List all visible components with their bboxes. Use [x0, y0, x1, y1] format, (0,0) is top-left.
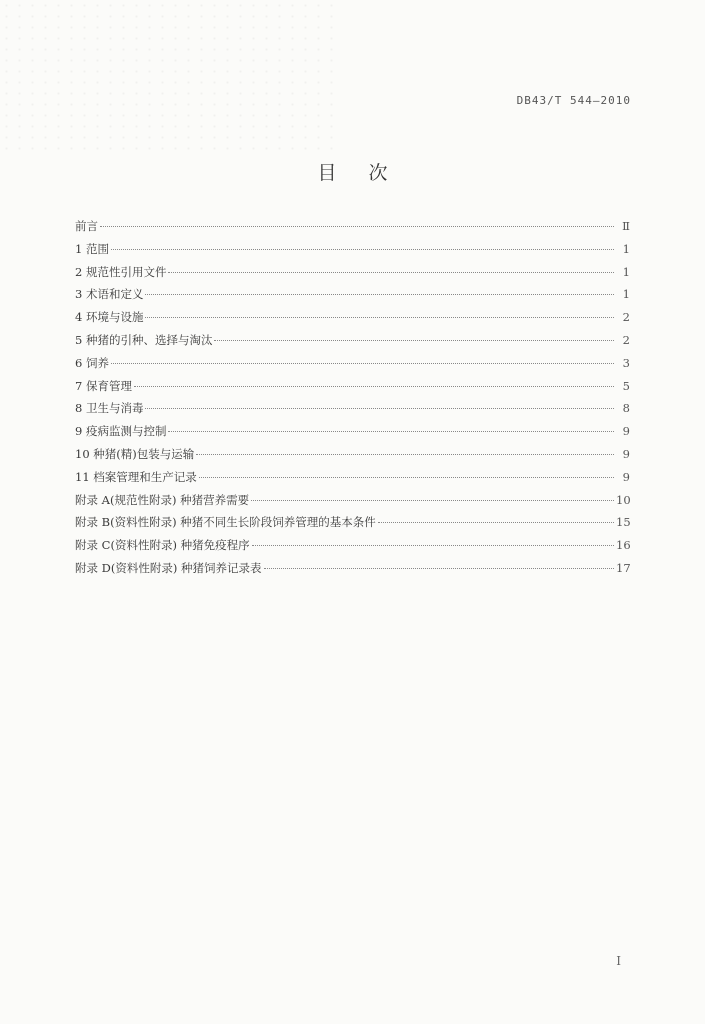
document-code: DB43/T 544—2010 — [516, 94, 631, 107]
dot-leader — [252, 545, 614, 546]
dot-leader — [264, 568, 614, 569]
toc-entry-page: 2 — [622, 332, 630, 347]
toc-entry-label: 附录 A(规范性附录) 种猪营养需要 — [75, 492, 250, 507]
dot-leader — [199, 477, 614, 478]
toc-entry-label: 2 规范性引用文件 — [75, 264, 167, 279]
toc-entry-page: 9 — [622, 446, 630, 461]
toc-entry-page: 2 — [622, 310, 630, 325]
toc-entry-page: 8 — [622, 401, 630, 416]
toc-entry-page: 1 — [622, 287, 630, 302]
dot-leader — [145, 317, 614, 318]
toc-entry — [75, 492, 630, 515]
toc-entry-page: 9 — [622, 469, 630, 484]
toc-entry-label: 3 术语和定义 — [75, 287, 144, 302]
toc-entry — [75, 537, 630, 560]
toc-entry — [75, 286, 630, 309]
toc-entry-label: 附录 B(资料性附录) 种猪不同生长阶段饲养管理的基本条件 — [75, 515, 376, 530]
toc-entry — [75, 355, 630, 378]
toc-entry-page: 1 — [622, 241, 630, 256]
dot-leader — [145, 294, 614, 295]
toc-entry — [75, 241, 630, 264]
dot-leader — [251, 500, 614, 501]
toc-entry-label: 5 种猪的引种、选择与淘汰 — [75, 332, 213, 347]
dot-leader — [145, 408, 614, 409]
toc-entry-label: 附录 D(资料性附录) 种猪饲养记录表 — [75, 560, 262, 575]
toc-entry-page: 1 — [622, 264, 630, 279]
toc-entry — [75, 400, 630, 423]
toc-entry — [75, 218, 630, 241]
dot-leader — [196, 454, 614, 455]
dot-leader — [168, 431, 614, 432]
toc-entry-page: 16 — [616, 538, 631, 553]
toc-entry — [75, 423, 630, 446]
toc-entry-label: 6 饲养 — [75, 355, 109, 370]
toc-entry-page: 10 — [616, 492, 631, 507]
dot-leader — [168, 272, 614, 273]
dot-leader — [134, 386, 614, 387]
toc-entry — [75, 264, 630, 287]
toc-entry-label: 10 种猪(精)包装与运输 — [75, 446, 195, 461]
toc-entry-page: 5 — [622, 378, 630, 393]
dot-leader — [378, 522, 614, 523]
toc-entry-page: 17 — [616, 560, 631, 575]
dot-leader — [111, 363, 614, 364]
toc-entry-label: 9 疫病监测与控制 — [75, 424, 167, 439]
dot-leader — [111, 249, 614, 250]
toc-entry — [75, 378, 630, 401]
toc-entry — [75, 560, 630, 583]
toc-entry-label: 前言 — [75, 219, 98, 233]
toc-entry-page: 9 — [622, 424, 630, 439]
toc-entry-page: 3 — [622, 355, 630, 370]
toc-entry — [75, 469, 630, 492]
toc-entry-label: 7 保育管理 — [75, 378, 132, 393]
dot-leader — [100, 226, 614, 227]
toc-entry-page: 15 — [616, 515, 631, 530]
toc-entry-label: 附录 C(资料性附录) 种猪免疫程序 — [75, 538, 250, 553]
toc-entry-label: 8 卫生与消毒 — [75, 401, 144, 416]
toc-entry — [75, 332, 630, 355]
toc-entry-label: 11 档案管理和生产记录 — [75, 469, 197, 484]
toc-entry-page: Ⅱ — [622, 219, 630, 233]
toc-entry — [75, 309, 630, 332]
scan-noise — [0, 0, 340, 150]
toc-entry-label: 1 范围 — [75, 241, 109, 256]
toc-entry — [75, 446, 630, 469]
dot-leader — [214, 340, 614, 341]
table-of-contents — [75, 218, 630, 583]
toc-entry-label: 4 环境与设施 — [75, 310, 144, 325]
page-number: Ⅰ — [616, 954, 621, 968]
toc-entry — [75, 514, 630, 537]
toc-title: 目次 — [317, 162, 420, 184]
